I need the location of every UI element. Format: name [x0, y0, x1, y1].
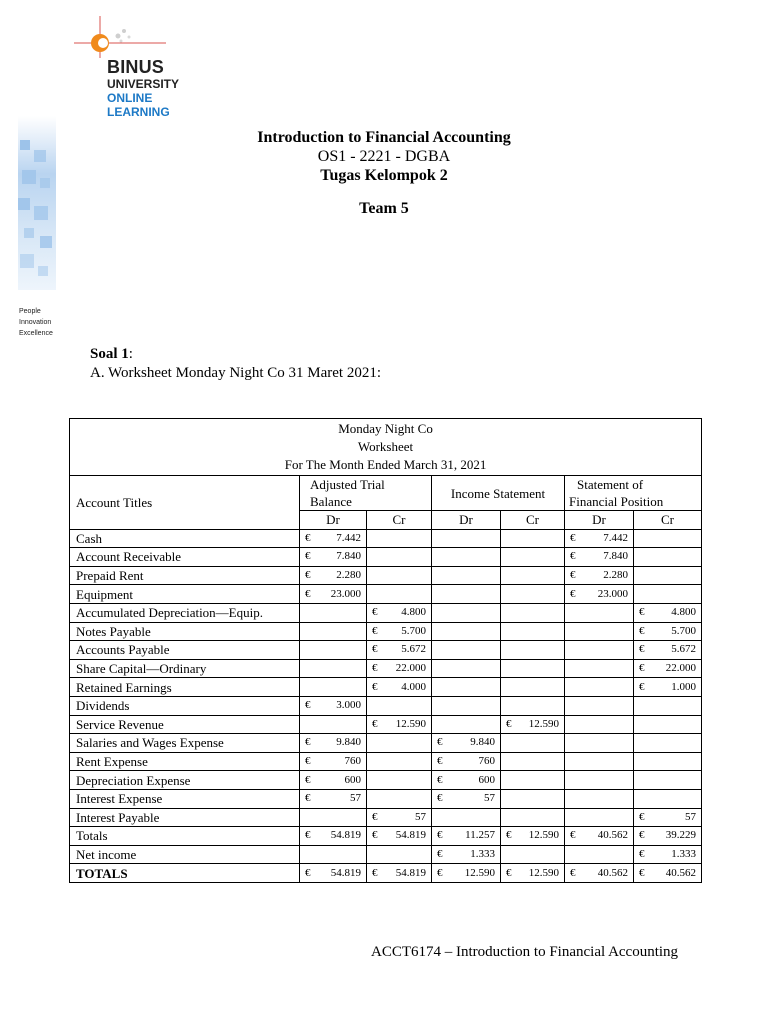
table-row: [70, 548, 702, 567]
account-title-cell: Totals: [70, 827, 300, 846]
currency-symbol: €: [305, 569, 311, 582]
amount-cell: [300, 585, 367, 604]
currency-symbol: €: [305, 550, 311, 563]
amount-cell: [300, 566, 367, 585]
amount-cell: [300, 771, 367, 790]
currency-symbol: €: [639, 606, 645, 619]
currency-symbol: €: [437, 773, 443, 786]
amount-value: 57: [350, 792, 361, 805]
subheader-cr: Cr: [634, 511, 702, 530]
currency-symbol: €: [639, 866, 645, 879]
amount-value: 23.000: [597, 587, 628, 600]
currency-symbol: €: [372, 606, 378, 619]
amount-value: 760: [344, 755, 361, 768]
amount-cell: [634, 734, 702, 753]
amount-cell: [565, 845, 634, 864]
amount-value: 12.590: [464, 866, 495, 879]
amount-cell: [367, 696, 432, 715]
amount-cell: [565, 641, 634, 660]
table-row: [70, 696, 702, 715]
amount-cell: [367, 845, 432, 864]
class-code: OS1 - 2221 - DGBA: [317, 148, 451, 165]
account-title-cell: Dividends: [70, 696, 300, 715]
amount-cell: [432, 827, 501, 846]
amount-cell: [634, 771, 702, 790]
amount-value: 4.800: [671, 606, 697, 619]
amount-cell: [367, 808, 432, 827]
amount-cell: [565, 808, 634, 827]
page-footer: ACCT6174 – Introduction to Financial Accounting: [371, 944, 679, 960]
amount-cell: [565, 734, 634, 753]
currency-symbol: €: [570, 587, 576, 600]
subheader-cr: Cr: [501, 511, 565, 530]
amount-cell: [501, 566, 565, 585]
currency-symbol: €: [437, 866, 443, 879]
account-title-cell: Account Receivable: [70, 548, 300, 567]
amount-cell: [300, 548, 367, 567]
amount-cell: [565, 789, 634, 808]
subheader-dr: Dr: [300, 511, 367, 530]
currency-symbol: €: [570, 531, 576, 544]
amount-cell: [634, 827, 702, 846]
amount-cell: [634, 529, 702, 548]
worksheet-title: Monday Night Co Worksheet For The Month Ended March 31, 2021: [70, 419, 702, 476]
amount-value: 57: [685, 810, 697, 823]
account-title-cell: Share Capital—Ordinary: [70, 659, 300, 678]
amount-cell: [501, 827, 565, 846]
amount-cell: [300, 789, 367, 808]
currency-symbol: €: [372, 717, 378, 730]
account-title-cell: Interest Payable: [70, 808, 300, 827]
currency-symbol: €: [372, 810, 378, 823]
currency-symbol: €: [639, 847, 645, 860]
amount-cell: [501, 845, 565, 864]
currency-symbol: €: [305, 587, 311, 600]
currency-symbol: €: [372, 680, 378, 693]
amount-cell: [432, 845, 501, 864]
account-title-cell: Accumulated Depreciation—Equip.: [70, 603, 300, 622]
amount-cell: [367, 734, 432, 753]
amount-cell: [501, 659, 565, 678]
table-row: [70, 734, 702, 753]
course-title: Introduction to Financial Accounting: [257, 129, 511, 146]
amount-value: 5.672: [671, 643, 697, 656]
amount-value: 12.590: [528, 829, 559, 842]
account-titles-header: Account Titles: [70, 476, 300, 530]
currency-symbol: €: [372, 643, 378, 656]
currency-symbol: €: [437, 829, 443, 842]
amount-cell: [300, 808, 367, 827]
amount-cell: [432, 808, 501, 827]
table-row: [70, 715, 702, 734]
assignment-title: Tugas Kelompok 2: [320, 167, 448, 184]
financial-position-header: Statement of Financial Position: [565, 476, 702, 511]
amount-cell: [565, 827, 634, 846]
amount-value: 9.840: [336, 736, 361, 749]
currency-symbol: €: [570, 569, 576, 582]
amount-value: 23.000: [330, 587, 361, 600]
amount-cell: [501, 529, 565, 548]
amount-value: 11.257: [465, 829, 495, 842]
income-statement-header: Income Statement: [432, 476, 565, 511]
currency-symbol: €: [639, 829, 645, 842]
worksheet-table: [69, 418, 702, 883]
amount-cell: [565, 585, 634, 604]
currency-symbol: €: [639, 680, 645, 693]
amount-cell: [367, 771, 432, 790]
amount-value: 54.819: [330, 829, 361, 842]
currency-symbol: €: [437, 847, 443, 860]
amount-cell: [432, 864, 501, 883]
currency-symbol: €: [570, 866, 576, 879]
table-row: [70, 566, 702, 585]
amount-cell: [565, 678, 634, 697]
amount-cell: [367, 864, 432, 883]
table-row: [70, 827, 702, 846]
amount-value: 7.840: [336, 550, 361, 563]
currency-symbol: €: [570, 550, 576, 563]
amount-cell: [634, 696, 702, 715]
amount-cell: [501, 808, 565, 827]
binus-logo-wordmark: BINUS UNIVERSITY ONLINE LEARNING: [107, 57, 180, 119]
amount-cell: [432, 752, 501, 771]
amount-cell: [501, 585, 565, 604]
amount-cell: [367, 678, 432, 697]
currency-symbol: €: [506, 717, 512, 730]
amount-cell: [565, 548, 634, 567]
table-row: [70, 585, 702, 604]
table-row: [70, 622, 702, 641]
amount-cell: [565, 864, 634, 883]
adjusted-trial-balance-header: Adjusted Trial Balance: [300, 476, 432, 511]
amount-cell: [634, 548, 702, 567]
amount-cell: [565, 696, 634, 715]
amount-cell: [300, 678, 367, 697]
currency-symbol: €: [437, 755, 443, 768]
currency-symbol: €: [639, 643, 645, 656]
amount-value: 1.333: [470, 847, 495, 860]
account-title-cell: Prepaid Rent: [70, 566, 300, 585]
amount-cell: [432, 585, 501, 604]
currency-symbol: €: [570, 829, 576, 842]
account-title-cell: Notes Payable: [70, 622, 300, 641]
currency-symbol: €: [305, 792, 311, 805]
amount-value: 7.442: [336, 531, 361, 544]
team-label: Team 5: [359, 200, 409, 217]
amount-value: 3.000: [336, 699, 361, 712]
amount-cell: [634, 659, 702, 678]
amount-cell: [501, 622, 565, 641]
amount-value: 1.000: [671, 680, 697, 693]
amount-value: 12.590: [395, 717, 426, 730]
amount-cell: [501, 771, 565, 790]
amount-cell: [634, 864, 702, 883]
currency-symbol: €: [639, 810, 645, 823]
amount-cell: [300, 715, 367, 734]
currency-symbol: €: [372, 662, 378, 675]
currency-symbol: €: [372, 829, 378, 842]
amount-cell: [501, 715, 565, 734]
amount-cell: [300, 752, 367, 771]
subheader-cr: Cr: [367, 511, 432, 530]
amount-cell: [432, 696, 501, 715]
account-title-cell: Accounts Payable: [70, 641, 300, 660]
amount-cell: [565, 715, 634, 734]
amount-value: 40.562: [597, 866, 628, 879]
amount-cell: [300, 603, 367, 622]
amount-value: 22.000: [665, 662, 697, 675]
amount-value: 12.590: [528, 866, 559, 879]
amount-cell: [634, 585, 702, 604]
amount-cell: [432, 659, 501, 678]
amount-value: 12.590: [528, 717, 559, 730]
account-title-cell: Service Revenue: [70, 715, 300, 734]
amount-value: 600: [478, 773, 495, 786]
table-row: [70, 864, 702, 883]
amount-cell: [565, 566, 634, 585]
currency-symbol: €: [305, 531, 311, 544]
currency-symbol: €: [639, 662, 645, 675]
amount-cell: [300, 696, 367, 715]
amount-value: 57: [415, 810, 426, 823]
currency-symbol: €: [305, 755, 311, 768]
amount-cell: [300, 734, 367, 753]
amount-cell: [565, 752, 634, 771]
amount-value: 5.700: [671, 624, 697, 637]
amount-cell: [367, 659, 432, 678]
amount-value: 2.280: [336, 569, 361, 582]
amount-cell: [501, 734, 565, 753]
amount-cell: [565, 603, 634, 622]
currency-symbol: €: [372, 624, 378, 637]
subheader-dr: Dr: [565, 511, 634, 530]
amount-cell: [432, 734, 501, 753]
amount-value: 54.819: [395, 829, 426, 842]
amount-cell: [300, 864, 367, 883]
binus-logo-icon: [74, 14, 174, 58]
amount-cell: [367, 566, 432, 585]
account-title-cell: Interest Expense: [70, 789, 300, 808]
amount-cell: [565, 622, 634, 641]
amount-cell: [432, 771, 501, 790]
amount-cell: [634, 808, 702, 827]
account-title-cell: Cash: [70, 529, 300, 548]
amount-value: 7.442: [603, 531, 628, 544]
amount-value: 5.700: [401, 624, 426, 637]
table-row: [70, 845, 702, 864]
table-row: [70, 529, 702, 548]
account-title-cell: Rent Expense: [70, 752, 300, 771]
amount-value: 7.840: [603, 550, 628, 563]
amount-cell: [501, 678, 565, 697]
account-title-cell: TOTALS: [70, 864, 300, 883]
amount-cell: [501, 548, 565, 567]
amount-value: 40.562: [597, 829, 628, 842]
amount-cell: [367, 603, 432, 622]
amount-value: 760: [478, 755, 495, 768]
amount-value: 4.000: [401, 680, 426, 693]
currency-symbol: €: [437, 792, 443, 805]
table-row: [70, 808, 702, 827]
amount-cell: [367, 622, 432, 641]
amount-cell: [501, 696, 565, 715]
amount-cell: [367, 548, 432, 567]
table-row: [70, 771, 702, 790]
amount-cell: [565, 659, 634, 678]
currency-symbol: €: [639, 624, 645, 637]
amount-value: 1.333: [671, 847, 697, 860]
amount-cell: [634, 789, 702, 808]
amount-cell: [634, 566, 702, 585]
amount-value: 54.819: [395, 866, 426, 879]
currency-symbol: €: [305, 829, 311, 842]
table-row: [70, 752, 702, 771]
amount-cell: [432, 678, 501, 697]
amount-cell: [432, 603, 501, 622]
amount-cell: [634, 845, 702, 864]
amount-cell: [432, 529, 501, 548]
amount-cell: [501, 752, 565, 771]
brand-tagline: People Innovation Excellence: [19, 308, 53, 337]
amount-cell: [634, 678, 702, 697]
currency-symbol: €: [506, 866, 512, 879]
amount-value: 40.562: [665, 866, 697, 879]
currency-symbol: €: [506, 829, 512, 842]
amount-cell: [501, 641, 565, 660]
account-title-cell: Equipment: [70, 585, 300, 604]
document-heading: [0, 128, 768, 218]
amount-cell: [367, 827, 432, 846]
amount-cell: [300, 827, 367, 846]
account-title-cell: Salaries and Wages Expense: [70, 734, 300, 753]
amount-cell: [501, 864, 565, 883]
amount-value: 600: [344, 773, 361, 786]
amount-cell: [432, 641, 501, 660]
amount-cell: [367, 789, 432, 808]
table-row: [70, 789, 702, 808]
amount-cell: [432, 789, 501, 808]
amount-cell: [300, 845, 367, 864]
amount-value: 5.672: [401, 643, 426, 656]
table-row: [70, 641, 702, 660]
amount-cell: [634, 715, 702, 734]
question-section: Soal 1: A. Worksheet Monday Night Co 31 Maret 2021:: [90, 346, 381, 381]
amount-cell: [432, 715, 501, 734]
amount-cell: [300, 622, 367, 641]
amount-cell: [634, 641, 702, 660]
amount-cell: [634, 622, 702, 641]
table-row: [70, 678, 702, 697]
currency-symbol: €: [305, 736, 311, 749]
amount-value: 2.280: [603, 569, 628, 582]
amount-cell: [367, 715, 432, 734]
amount-cell: [565, 771, 634, 790]
currency-symbol: €: [437, 736, 443, 749]
amount-cell: [565, 529, 634, 548]
amount-cell: [367, 529, 432, 548]
currency-symbol: €: [305, 699, 311, 712]
amount-value: 22.000: [395, 662, 426, 675]
amount-cell: [367, 585, 432, 604]
amount-cell: [367, 752, 432, 771]
amount-value: 4.800: [401, 606, 426, 619]
amount-cell: [634, 603, 702, 622]
amount-cell: [300, 659, 367, 678]
account-title-cell: Net income: [70, 845, 300, 864]
amount-cell: [634, 752, 702, 771]
amount-cell: [300, 641, 367, 660]
table-row: [70, 659, 702, 678]
amount-cell: [432, 566, 501, 585]
amount-value: 54.819: [330, 866, 361, 879]
currency-symbol: €: [305, 773, 311, 786]
question-subtitle: A. Worksheet Monday Night Co 31 Maret 2021:: [90, 365, 381, 381]
amount-cell: [300, 529, 367, 548]
amount-cell: [432, 548, 501, 567]
amount-value: 9.840: [470, 736, 495, 749]
question-label: Soal 1: [90, 346, 129, 362]
amount-cell: [367, 641, 432, 660]
subheader-dr: Dr: [432, 511, 501, 530]
amount-cell: [501, 603, 565, 622]
account-title-cell: Retained Earnings: [70, 678, 300, 697]
amount-value: 39.229: [665, 829, 697, 842]
amount-cell: [501, 789, 565, 808]
account-title-cell: Depreciation Expense: [70, 771, 300, 790]
amount-cell: [432, 622, 501, 641]
amount-value: 57: [484, 792, 495, 805]
table-row: [70, 603, 702, 622]
currency-symbol: €: [372, 866, 378, 879]
currency-symbol: €: [305, 866, 311, 879]
